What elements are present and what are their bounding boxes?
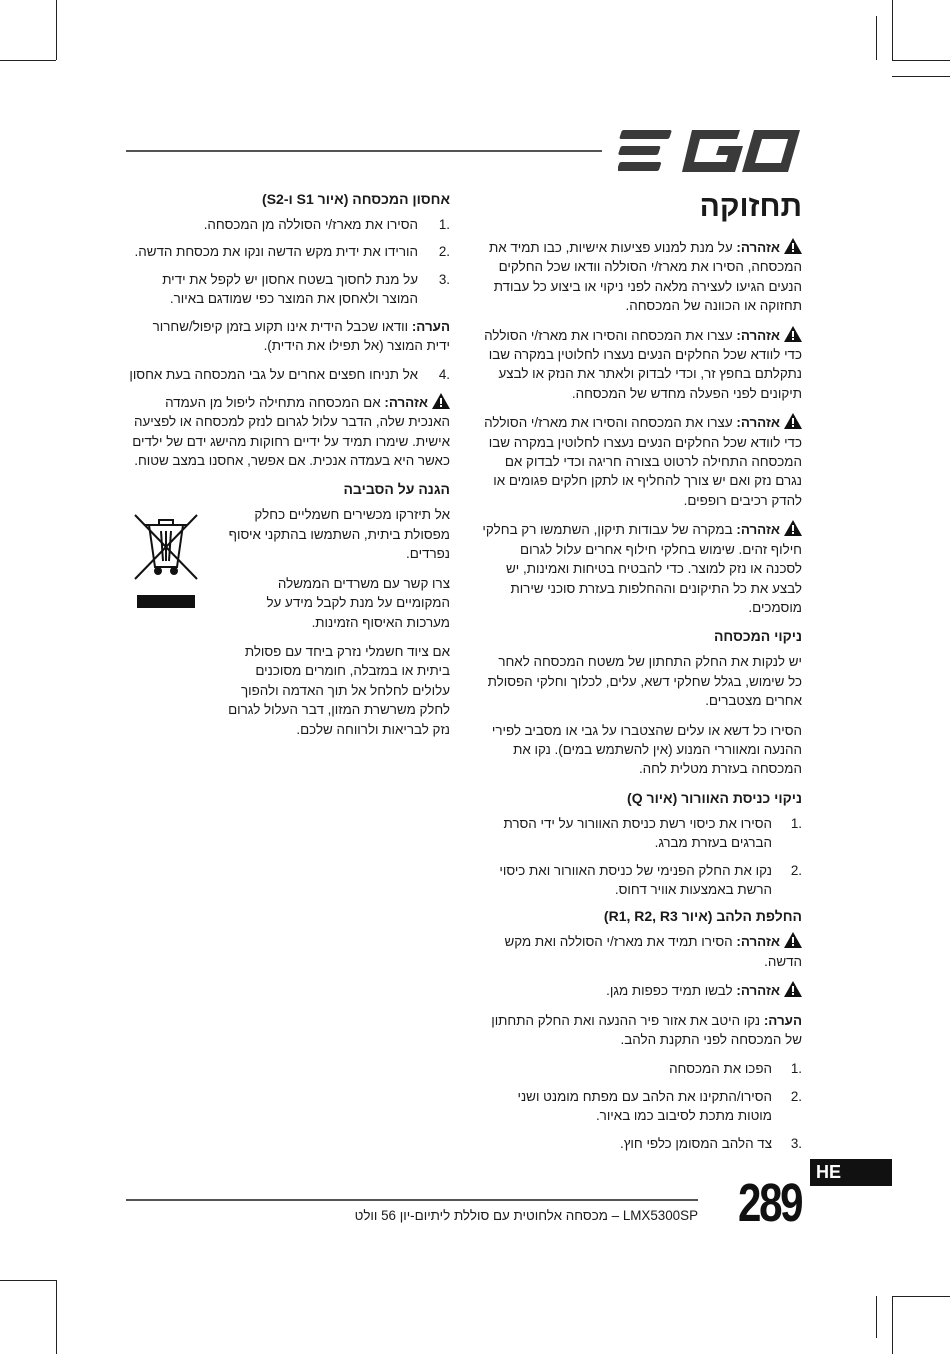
top-rule — [126, 150, 602, 152]
note-text: נקו היטב את אזור פיר ההנעה ואת החלק התחתון של המכסחה לפני התקנת הלהב. — [491, 1012, 802, 1047]
crop-mark — [876, 1296, 877, 1338]
list-item — [126, 365, 450, 384]
filter-steps — [482, 814, 802, 900]
list-item — [482, 1134, 802, 1153]
bottom-rule — [126, 1199, 698, 1201]
warning-paragraph — [482, 520, 802, 617]
environment-paragraph: אל תיזרקו מכשירים חשמליים כחלק מפסולת ביתית, השתמשו בהתקני איסוף נפרדים. — [228, 507, 450, 562]
list-item — [482, 814, 802, 853]
note-label: הערה: — [411, 318, 450, 334]
step-text: על מנת לחסוך בשטח אחסון יש לקפל את ידית המוצר ולאחסן את המוצר כפי שמודגם באיור. — [162, 271, 418, 307]
list-item — [126, 242, 450, 261]
warning-label: אזהרה: — [736, 522, 780, 538]
step-text: אל תניחו חפצים אחרים על גבי המכסחה בעת אחסון — [129, 367, 418, 383]
list-item — [482, 861, 802, 900]
section-heading-cleaning: ניקוי המכסחה — [713, 628, 802, 645]
step-number: 3. — [790, 1135, 802, 1151]
warning-label: אזהרה: — [736, 240, 780, 255]
section-heading-storage: אחסון המכסחה (איור S1 ו-S2) — [262, 191, 450, 207]
warning-paragraph — [482, 981, 802, 1000]
weee-bar — [137, 595, 195, 608]
warning-label: אזהרה: — [384, 394, 428, 410]
step-text: הורידו את ידית מקש הדשה ונקו את מכסחת הדשה. — [134, 244, 418, 260]
environment-paragraph: אם ציוד חשמלי נזרק ביחד עם פסולת ביתית או במזבלה, חומרים מסוכנים עלולים לחלחל אל תוך האדמה ולהפוך לחלק משרשרת המזון, דבר העלול לגרום נזק לבריאות ולרווחה שלכם. — [228, 643, 450, 737]
warning-paragraph — [482, 932, 802, 971]
weee-symbol — [126, 511, 206, 608]
note-text: וודאו שכבל הידית אינו תקוע בזמן קיפול/שחרור ידית המוצר (אל תפילו את הידית). — [152, 318, 450, 354]
section-heading-environment: הגנה על הסביבה — [343, 481, 450, 498]
cleaning-paragraph: הסירו כל דשא או עלים שהצטברו על גבי או מסביב לפירי ההנעה ומאווררי המנוע (אין להשתמש במים). נקו את המכסחה בעזרת מטלית לחה. — [491, 722, 802, 777]
warning-label: אזהרה: — [736, 983, 780, 999]
warning-text: עצרו את המכסחה והסירו את מארז/י הסוללה כדי לוודא שכל החלקים הנעים נעצרו לחלוטין במקרה שבו המכסחה התחילה לרטוט בצורה חריגה וכדי לבדוק אם נגרם נזק ואם יש צורך להחליף או לתקן חלקים פגומים או להדק רכיבים רופפים. — [484, 415, 802, 508]
warning-label: אזהרה: — [736, 415, 780, 431]
warning-text: במקרה של עבודות תיקון, השתמשו רק בחלקי חילוף זהים. שימוש בחלקי חילוף אחרים עלול לגרום לסכנה או נזק למוצר. כדי להבטיח בטיחות ואמינות, יש לבצע את כל התיקונים וההחלפות בעזרת סוכני שירות מוסמכים. — [482, 522, 802, 615]
step-text: הפכו את המכסחה — [669, 1061, 772, 1077]
list-item — [126, 215, 450, 234]
warning-paragraph — [482, 238, 802, 316]
list-item — [482, 1087, 802, 1126]
section-heading-blade: החלפת הלהב (איור R1, R2, R3) — [603, 908, 802, 925]
left-column — [126, 190, 450, 749]
warning-icon — [784, 981, 802, 997]
step-text: הסירו את מארז/י הסוללה מן המכסחה. — [203, 217, 418, 232]
page-number: 289 — [738, 1173, 802, 1233]
footer-text: LMX5300SP – מכסחה אלחוטית עם סוללת ליתיום-יון 56 וולט — [354, 1208, 698, 1223]
storage-steps-continued — [126, 365, 450, 384]
crop-mark — [0, 1280, 56, 1281]
warning-icon — [784, 932, 802, 948]
cleaning-paragraph: יש לנקות את החלק התחתון של משטח המכסחה לאחר כל שימוש, בגלל שחלקי דשא, עלים, לכלוך וחלקי הפסולת אחרים מצטברים. — [487, 654, 802, 709]
step-text: הסירו את כיסוי רשת כניסת האוורור על ידי הסרת הברגים בעזרת מברג. — [503, 815, 772, 851]
step-text: צד הלהב המסומן כלפי חוץ. — [619, 1135, 772, 1151]
crop-mark — [892, 1296, 893, 1354]
crossed-bin-icon — [131, 511, 201, 583]
page-title: תחזוקה — [699, 190, 802, 223]
warning-text: עצרו את המכסחה והסירו את מארז/י הסוללה כדי לוודא שכל החלקים הנעים נעצרו לחלוטין במקרה שבו נתקלתם בחפץ זר, וכדי לבדוק ולאתר את הנזק או לבצע תיקונים לפני הפעלה מחדש של המכסחה. — [484, 327, 802, 401]
crop-mark — [892, 60, 950, 61]
step-number: 1. — [438, 217, 450, 232]
warning-label: אזהרה: — [736, 934, 780, 950]
warning-icon — [784, 413, 802, 429]
step-number: 2. — [790, 1088, 802, 1104]
ego-logo — [618, 130, 800, 172]
warning-text: הסירו תמיד את מארז/י הסוללה ואת מקש הדשה. — [504, 934, 802, 969]
list-item — [126, 270, 450, 309]
warning-label: אזהרה: — [736, 327, 780, 343]
step-text: הסירו/התקינו את הלהב עם מפתח מומנט ושני מוטות מתכת לסיבוב כמו באיור. — [517, 1088, 772, 1124]
environment-paragraph: צרו קשר עם משרדים הממשלה המקומיים על מנת לקבל מידע על מערכות האיסוף הזמינות. — [266, 575, 450, 630]
step-number: 4. — [438, 367, 450, 383]
warning-icon — [784, 238, 802, 254]
crop-mark — [892, 0, 893, 60]
step-number: 1. — [790, 815, 802, 831]
crop-mark — [0, 60, 56, 61]
step-text: נקו את החלק הפנימי של כניסת האוורור ואת כיסוי הרשת באמצעות אוויר דחוס. — [499, 862, 772, 897]
warning-icon — [784, 326, 802, 342]
crop-mark — [892, 76, 950, 77]
note-paragraph — [482, 1011, 802, 1050]
crop-mark — [876, 16, 877, 60]
section-heading-filter: ניקוי כניסת האוורור (איור Q) — [627, 789, 802, 806]
warning-icon — [432, 393, 450, 409]
warning-paragraph — [482, 413, 802, 510]
warning-paragraph — [482, 326, 802, 404]
step-number: 1. — [790, 1061, 802, 1077]
warning-icon — [784, 520, 802, 536]
note-label: הערה: — [763, 1012, 802, 1028]
crop-mark — [56, 1280, 57, 1354]
step-number: 3. — [438, 271, 450, 287]
crop-mark — [56, 0, 57, 60]
step-number: 2. — [790, 862, 802, 878]
crop-mark — [892, 1296, 950, 1297]
right-column — [482, 190, 802, 1161]
environment-block — [126, 505, 450, 748]
step-number: 2. — [438, 244, 450, 260]
note-paragraph — [126, 317, 450, 356]
language-badge: HE — [810, 1159, 892, 1186]
warning-text: על מנת למנוע פציעות אישיות, כבו תמיד את המכסחה, הסירו את מארז/י הסוללה וודאו שכל החלקים הנעים הגיעו לעצירה מלאה לפני ניקוי או ביצוע כל עבודת תחזוקה או הכוונה של המכסחה. — [488, 240, 802, 314]
warning-paragraph — [126, 393, 450, 471]
blade-steps — [482, 1059, 802, 1153]
environment-text — [228, 505, 450, 748]
storage-steps — [126, 215, 450, 309]
list-item — [482, 1059, 802, 1078]
warning-text: לבשו תמיד כפפות מגן. — [606, 983, 733, 999]
warning-text: אם המכסחה מתחילה ליפול מן העמדה האנכית שלה, הדבר עלול לגרום לנזק למכסחה או לפציעה אישית. שימרו תמיד על ידיים רחוקות מהישג ידם של ילדים כאשר היא בעמדה אנכית. אם אפשר, אחסנו במצב שטוח. — [132, 394, 450, 469]
